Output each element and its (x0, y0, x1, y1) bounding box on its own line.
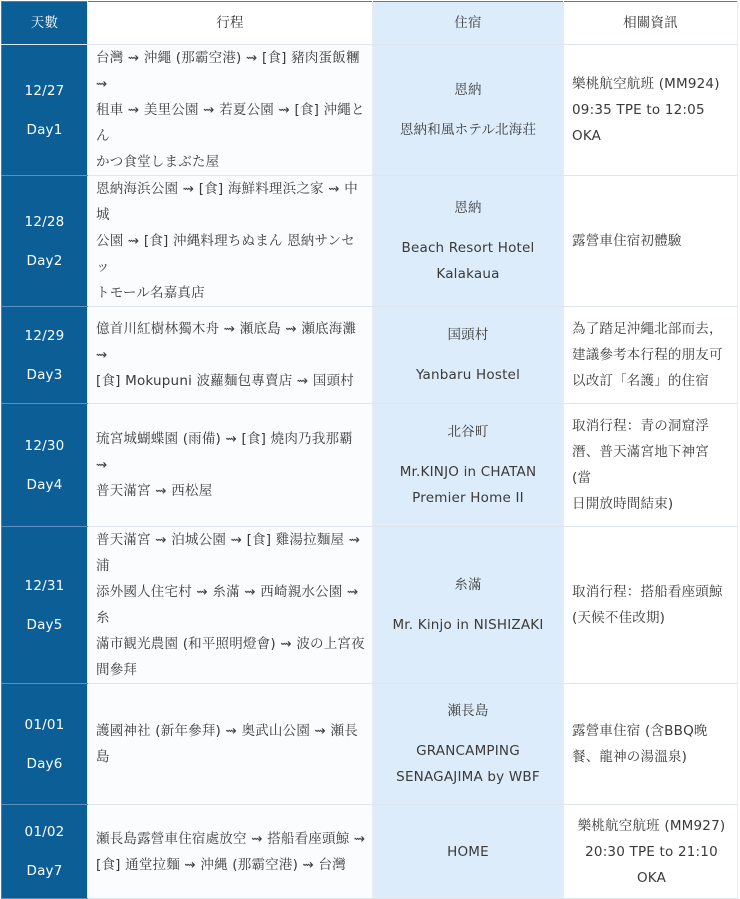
date-label: 01/02 (24, 824, 65, 840)
stay-area: 恩納 (454, 200, 482, 216)
info-cell (564, 176, 738, 307)
plan-line: 公園 ⇝ [食] 沖縄料理ちぬまん 恩納サンセッ (96, 233, 355, 275)
stay-cell (373, 45, 564, 176)
table-row (2, 176, 738, 307)
table-row (2, 307, 738, 404)
day-label: Day5 (26, 616, 63, 633)
info-line: 潛、普天滿宮地下神宮 (當 (572, 444, 709, 486)
plan-cell (88, 527, 373, 684)
stay-area: 糸滿 (454, 577, 482, 593)
date-label: 12/27 (24, 82, 65, 99)
day-cell (2, 684, 88, 805)
day-label: Day4 (26, 476, 63, 493)
day-cell (2, 404, 88, 527)
stay-cell (373, 176, 564, 307)
info-cell (564, 527, 738, 684)
info-cell (564, 307, 738, 404)
plan-line: [食] Mokupuni 波蘿麵包專賣店 ⇝ 国頭村 (96, 373, 355, 389)
info-line: 20:30 TPE to 21:10 OKA (585, 843, 718, 886)
plan-line: 間參拜 (96, 662, 138, 678)
stay-area: 国頭村 (447, 327, 489, 343)
stay-hotel: Yanbaru Hostel (415, 367, 521, 383)
header-stay: 住宿 (373, 2, 564, 45)
plan-line: 台灣 ⇝ 沖繩 (那霸空港) ⇝ [食] 豬肉蛋飯糰 ⇝ (96, 50, 360, 92)
info-cell (564, 684, 738, 805)
plan-cell (88, 176, 373, 307)
stay-hotel: Mr. Kinjo in NISHIZAKI (392, 617, 544, 633)
plan-line: [食] 通堂拉麵 ⇝ 沖縄 (那霸空港) ⇝ 台灣 (96, 856, 346, 873)
info-line: 為了踏足沖繩北部而去， (572, 321, 723, 337)
info-cell (564, 404, 738, 527)
day-label: Day7 (26, 863, 63, 879)
date-label: 01/01 (24, 716, 65, 733)
stay-cell (373, 404, 564, 527)
day-cell (2, 805, 88, 899)
stay-hotel: Beach Resort Hotel (401, 240, 535, 256)
plan-line: 租車 ⇝ 美里公園 ⇝ 若夏公園 ⇝ [食] 沖繩とん (96, 102, 365, 144)
stay-cell (373, 684, 564, 805)
day-label: Day1 (26, 121, 63, 138)
stay-hotel: Premier Home II (412, 490, 524, 506)
day-cell (2, 176, 88, 307)
table-row (2, 684, 738, 805)
info-line: 取消行程：青の洞窟浮 (572, 418, 709, 434)
info-line: 餐、龍神の湯溫泉) (572, 749, 688, 765)
info-cell (564, 805, 738, 899)
plan-line: 護國神社 (新年參拜) ⇝ 奥武山公園 ⇝ 瀬長島 (96, 723, 358, 765)
plan-line: トモール名嘉真店 (96, 285, 205, 301)
info-line: 取消行程：搭船看座頭鯨 (572, 584, 723, 600)
plan-line: 添外國人住宅村 ⇝ 糸滿 ⇝ 西崎親水公園 ⇝ 糸 (96, 584, 359, 626)
plan-cell (88, 805, 373, 899)
table-row (2, 805, 738, 899)
date-label: 12/31 (24, 577, 65, 594)
plan-line: 瀬長島露營車住宿處放空 ⇝ 搭船看座頭鯨 ⇝ (96, 830, 366, 847)
day-cell (2, 45, 88, 176)
day-label: Day2 (26, 252, 63, 269)
info-line: 日開放時間結束) (572, 496, 674, 512)
plan-line: かつ食堂しまぶた屋 (96, 154, 220, 170)
info-line: 09:35 TPE to 12:05 OKA (572, 102, 705, 144)
plan-line: 滿市観光農園 (和平照明燈會) ⇝ 波の上宮夜 (96, 636, 365, 652)
info-line: 樂桃航空航班 (MM924) (572, 76, 720, 92)
header-day: 天數 (2, 2, 88, 45)
stay-area: 恩納 (454, 82, 482, 98)
info-line: 樂桃航空航班 (MM927) (577, 817, 726, 834)
stay-hotel: HOME (447, 843, 489, 860)
plan-line: 琉宮城蝴蝶園 (雨備) ⇝ [食] 燒肉乃我那覇 ⇝ (96, 431, 353, 473)
info-line: (天候不佳改期) (572, 610, 666, 626)
info-line: 以改訂「名護」的住宿 (572, 373, 709, 389)
header-row (2, 2, 738, 45)
stay-area: 瀬長島 (447, 703, 489, 719)
table-row (2, 45, 738, 176)
stay-hotel: SENAGAJIMA by WBF (396, 769, 540, 785)
itinerary-table (1, 1, 738, 899)
plan-line: 億首川紅樹林獨木舟 ⇝ 瀬底島 ⇝ 瀬底海灘 ⇝ (96, 321, 357, 363)
info-line: 露營車住宿初體驗 (572, 233, 682, 249)
plan-line: 普天滿宮 ⇝ 西松屋 (96, 483, 213, 499)
day-label: Day6 (26, 755, 63, 772)
stay-hotel: 恩納和風ホテル北海荘 (399, 122, 537, 138)
day-cell (2, 527, 88, 684)
info-line: 建議參考本行程的朋友可 (572, 347, 723, 363)
stay-hotel: Kalakaua (436, 266, 500, 282)
day-label: Day3 (26, 366, 63, 383)
info-cell (564, 45, 738, 176)
header-info: 相關資訊 (564, 2, 738, 45)
plan-cell (88, 45, 373, 176)
stay-cell (373, 307, 564, 404)
date-label: 12/29 (24, 327, 65, 344)
date-label: 12/28 (24, 213, 65, 230)
stay-cell (373, 527, 564, 684)
plan-cell (88, 307, 373, 404)
plan-cell (88, 404, 373, 527)
stay-hotel: Mr.KINJO in CHATAN (399, 464, 537, 480)
table-row (2, 404, 738, 527)
info-line: 露營車住宿 (含BBQ晚 (572, 723, 708, 739)
stay-area: 北谷町 (447, 424, 489, 440)
plan-line: 普天滿宮 ⇝ 泊城公園 ⇝ [食] 雞湯拉麵屋 ⇝ 浦 (96, 532, 361, 574)
header-plan: 行程 (88, 2, 373, 45)
stay-cell (373, 805, 564, 899)
plan-line: 恩納海浜公園 ⇝ [食] 海鮮料理浜之家 ⇝ 中城 (96, 181, 358, 223)
stay-hotel: GRANCAMPING (416, 743, 520, 759)
day-cell (2, 307, 88, 404)
table-row (2, 527, 738, 684)
plan-cell (88, 684, 373, 805)
date-label: 12/30 (24, 437, 65, 454)
